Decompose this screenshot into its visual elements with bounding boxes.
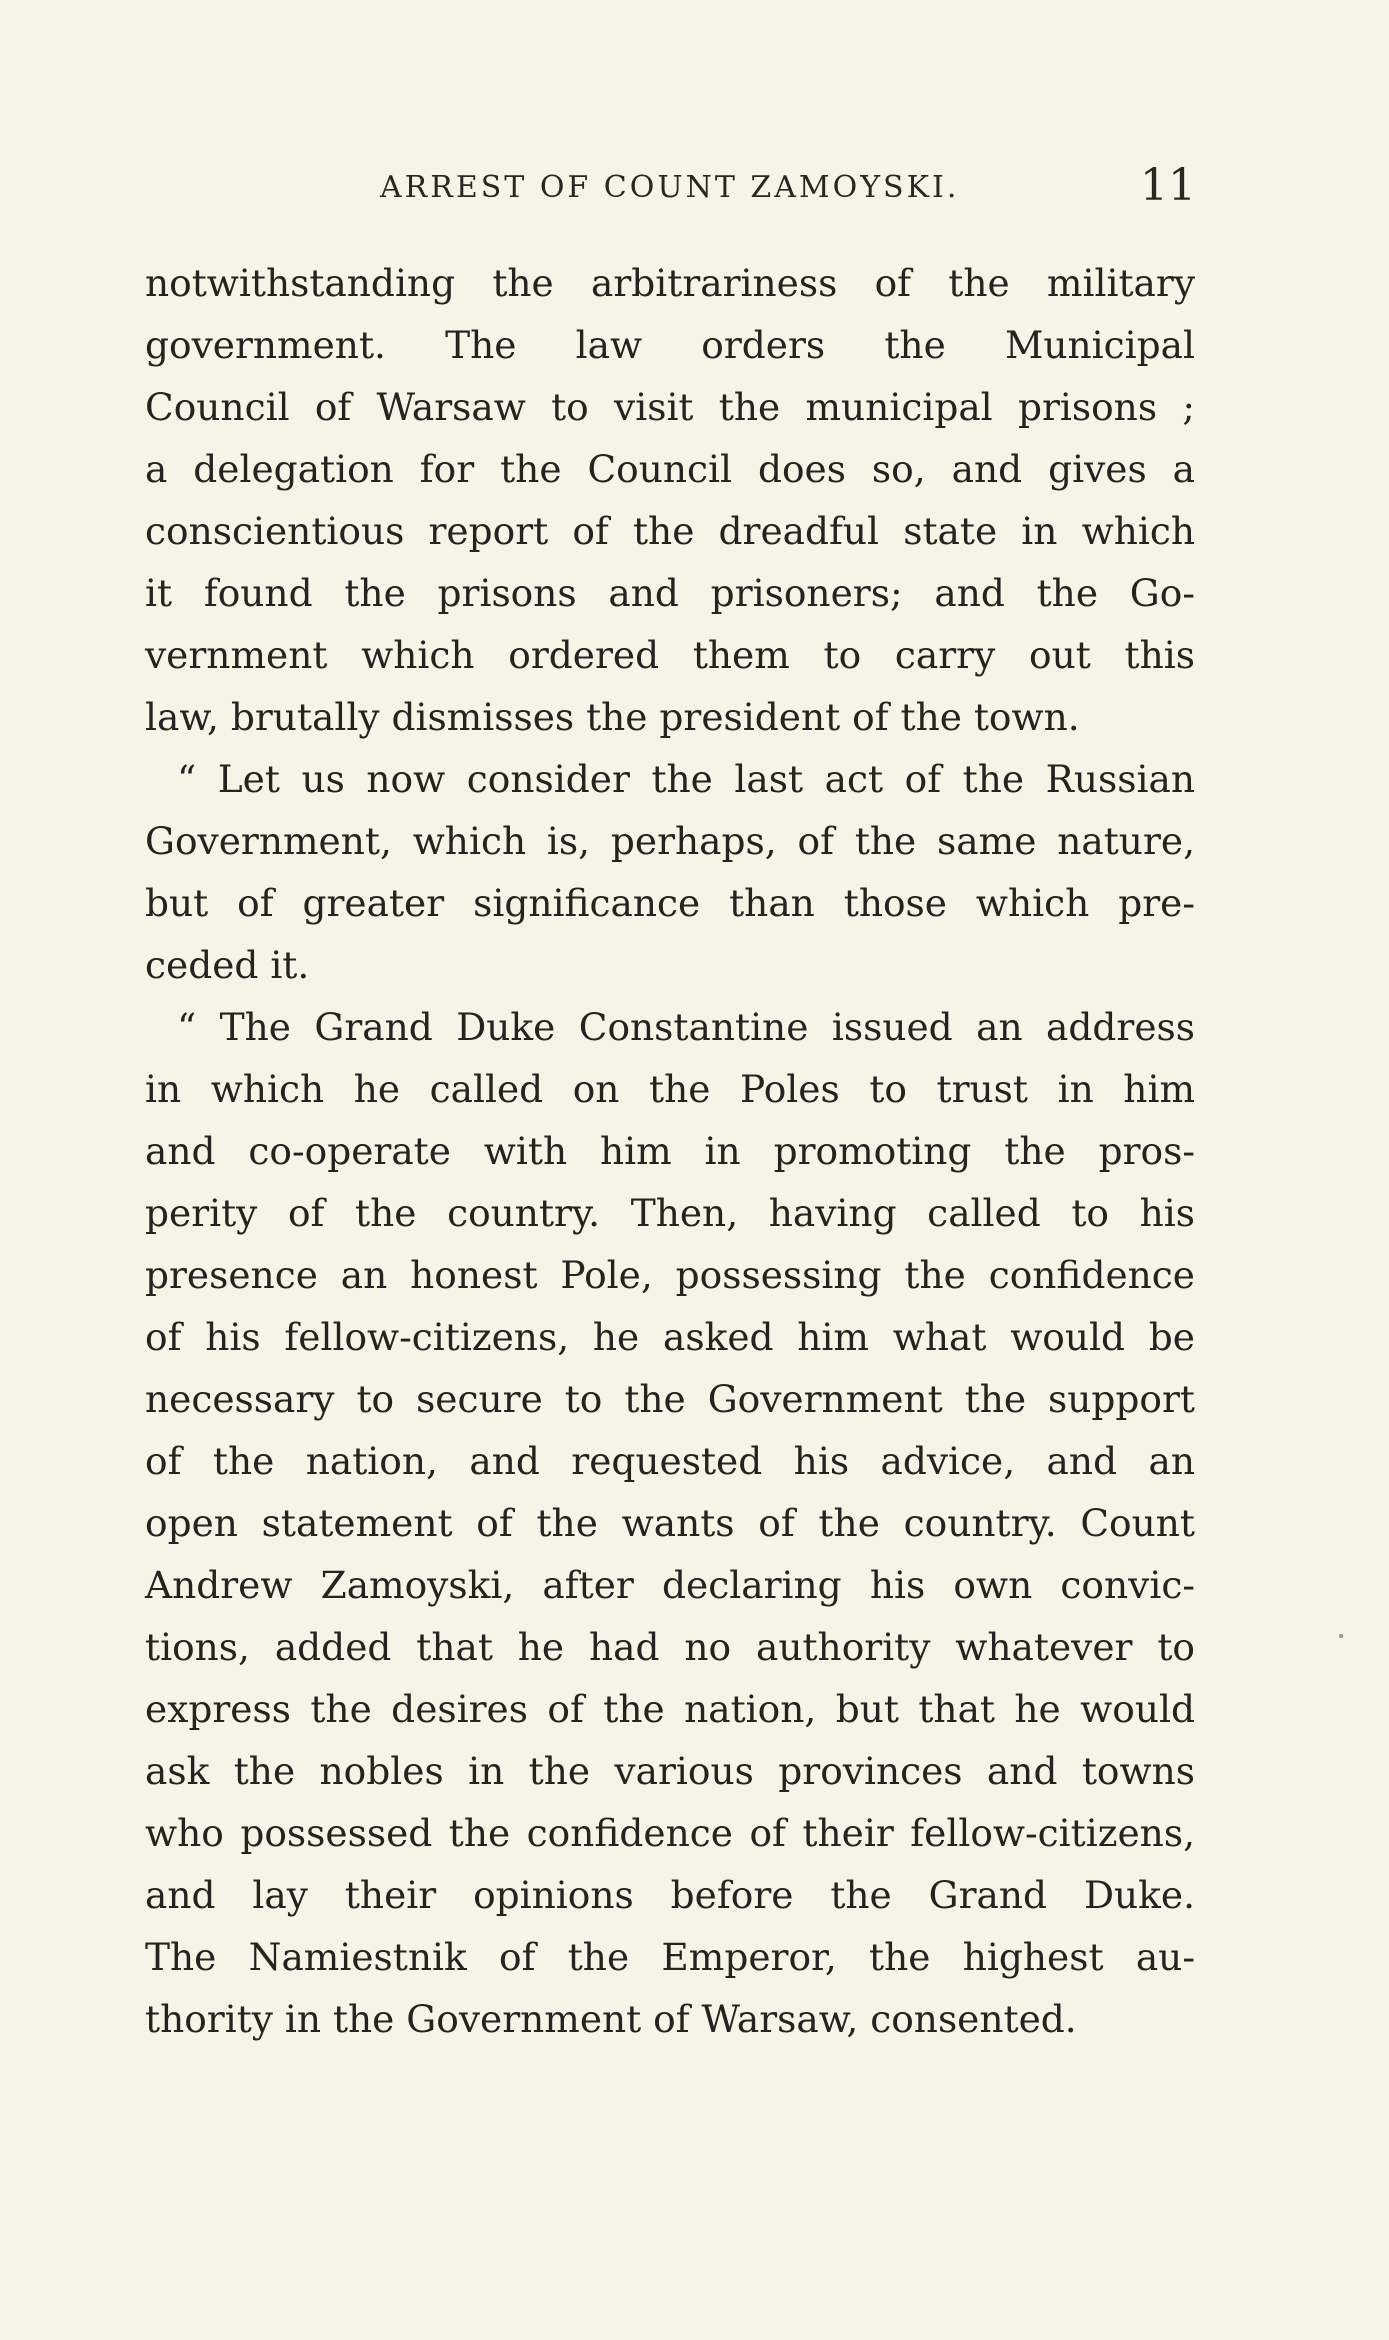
text-line: conscientious report of the dreadful state in which xyxy=(145,509,1195,553)
body-text xyxy=(145,252,1195,2050)
text-line: tions, added that he had no authority whatever to xyxy=(145,1625,1195,1669)
text-line: who possessed the confidence of their fellow-citizens, xyxy=(145,1811,1195,1855)
text-line: presence an honest Pole, possessing the confidence xyxy=(145,1253,1195,1297)
text-line: notwithstanding the arbitrariness of the military xyxy=(145,261,1195,305)
text-line: a delegation for the Council does so, and gives a xyxy=(145,447,1195,491)
text-line: of the nation, and requested his advice, and an xyxy=(145,1439,1195,1483)
text-line: open statement of the wants of the country. Count xyxy=(145,1501,1195,1545)
text-line: vernment which ordered them to carry out this xyxy=(145,633,1195,677)
text-line: law, brutally dismisses the president of the town. xyxy=(145,695,1080,739)
paper-speck xyxy=(1339,1634,1343,1638)
text-line: of his fellow-citizens, he asked him what would be xyxy=(145,1315,1195,1359)
text-line: Government, which is, perhaps, of the same nature, xyxy=(145,819,1195,863)
text-line: express the desires of the nation, but that he would xyxy=(145,1687,1195,1731)
text-line: necessary to secure to the Government the support xyxy=(145,1377,1195,1421)
text-line: and co-operate with him in promoting the pros- xyxy=(145,1129,1195,1173)
text-line: Council of Warsaw to visit the municipal prisons ; xyxy=(145,385,1195,429)
running-head xyxy=(0,160,1389,210)
text-line: and lay their opinions before the Grand Duke. xyxy=(145,1873,1195,1917)
text-line: ceded it. xyxy=(145,943,310,987)
text-line: The Namiestnik of the Emperor, the highest au- xyxy=(145,1935,1195,1979)
text-line: Andrew Zamoyski, after declaring his own convic- xyxy=(145,1563,1195,1607)
text-line: “ The Grand Duke Constantine issued an address xyxy=(177,1005,1195,1049)
text-line: ask the nobles in the various provinces and towns xyxy=(145,1749,1195,1793)
text-line: in which he called on the Poles to trust in him xyxy=(145,1067,1195,1111)
text-line: but of greater significance than those which pre- xyxy=(145,881,1195,925)
text-line: perity of the country. Then, having called to his xyxy=(145,1191,1195,1235)
page-number: 11 xyxy=(1140,160,1196,211)
text-line: thority in the Government of Warsaw, consented. xyxy=(145,1997,1077,2041)
running-title: ARREST OF COUNT ZAMOYSKI. xyxy=(380,170,960,205)
text-line: government. The law orders the Municipal xyxy=(145,323,1195,367)
text-line: “ Let us now consider the last act of the Russian xyxy=(177,757,1195,801)
text-line: it found the prisons and prisoners; and the Go- xyxy=(145,571,1195,615)
